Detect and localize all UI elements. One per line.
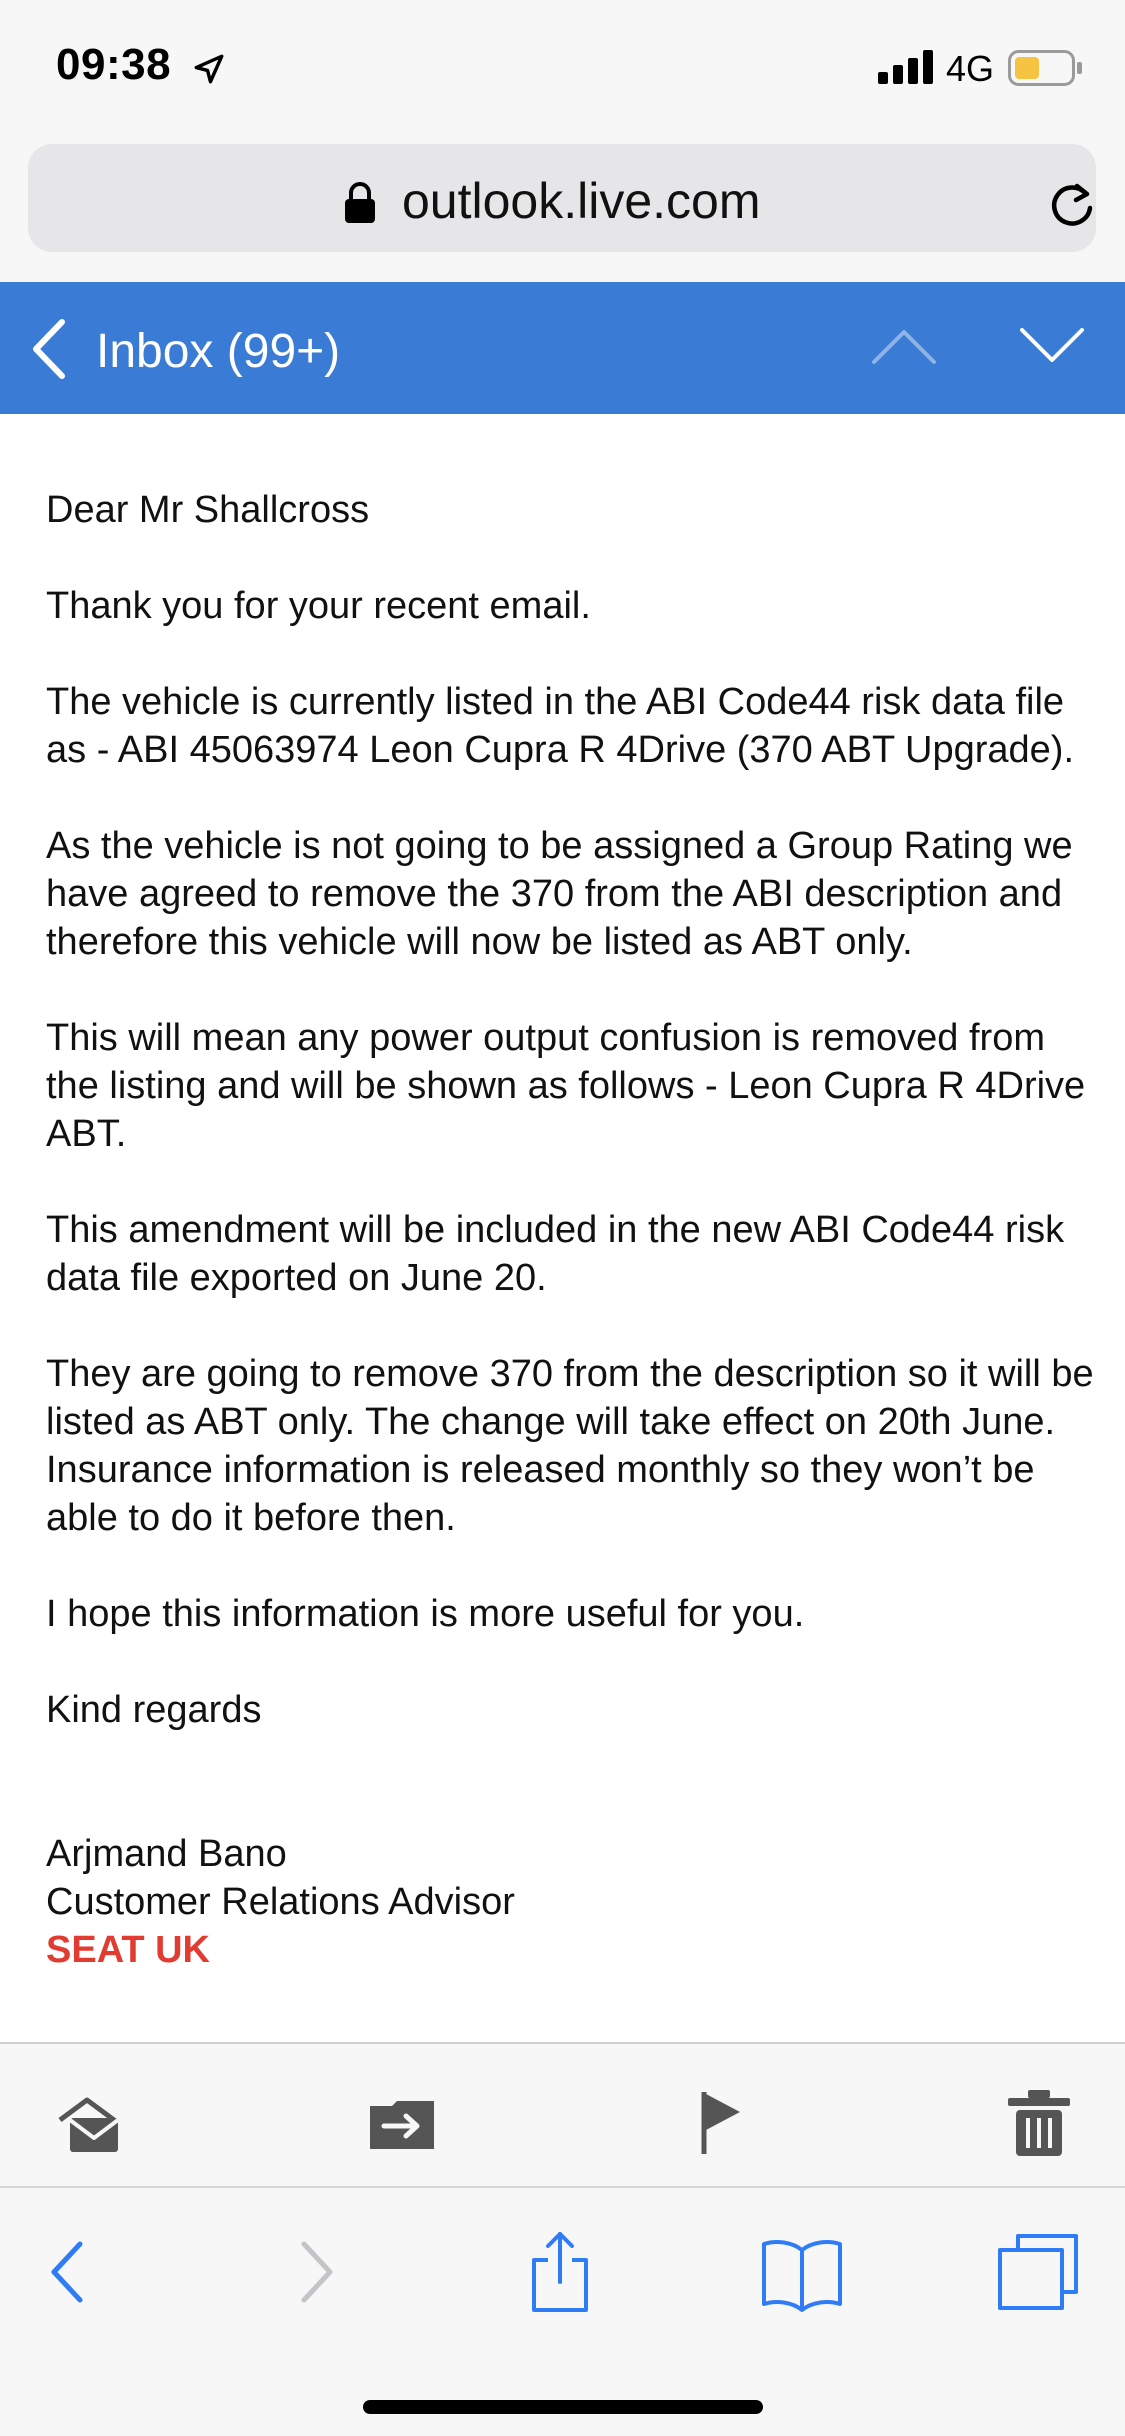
email-body [46, 486, 1096, 1974]
chevron-down-icon[interactable] [1020, 326, 1084, 366]
email-paragraph: As the vehicle is not going to be assigned a Group Rating we have agreed to remove the 370 from the ABI description and therefore this vehicle will now be listed as ABT only. [46, 825, 1073, 963]
reload-icon[interactable] [1046, 178, 1098, 230]
forward-arrow-icon[interactable] [296, 2232, 340, 2312]
email-greeting: Dear Mr Shallcross [46, 489, 370, 531]
move-folder-icon[interactable] [368, 2088, 438, 2158]
signal-icon [878, 50, 934, 84]
url-text: outlook.live.com [402, 173, 761, 229]
tabs-icon[interactable] [996, 2232, 1080, 2312]
trash-icon[interactable] [1004, 2088, 1074, 2158]
email-paragraph: This amendment will be included in the new ABI Code44 risk data file exported on June 20. [46, 1209, 1065, 1299]
back-arrow-icon[interactable] [44, 2232, 88, 2312]
email-paragraph: Thank you for your recent email. [46, 585, 591, 627]
email-paragraph: I hope this information is more useful for you. [46, 1593, 805, 1635]
status-time: 09:38 [56, 40, 172, 89]
signature-title: Customer Relations Advisor [46, 1881, 515, 1923]
chevron-left-icon[interactable] [28, 318, 68, 380]
mail-header [0, 282, 1125, 414]
flag-icon[interactable] [696, 2088, 766, 2158]
address-bar[interactable] [28, 144, 1096, 252]
mail-action-toolbar [0, 2042, 1125, 2186]
lock-icon [342, 180, 378, 224]
mark-read-icon[interactable] [52, 2088, 122, 2158]
signature-company: SEAT UK [46, 1929, 210, 1971]
bookmarks-icon[interactable] [760, 2232, 844, 2312]
signature-name: Arjmand Bano [46, 1833, 287, 1875]
email-sign-off: Kind regards [46, 1689, 262, 1731]
share-icon[interactable] [520, 2232, 600, 2312]
email-paragraph: This will mean any power output confusion is removed from the listing and will be shown as follows - Leon Cupra R 4Drive ABT. [46, 1017, 1086, 1155]
email-paragraph: The vehicle is currently listed in the ABI Code44 risk data file as - ABI 45063974 Leon Cupra R 4Drive (370 ABT Upgrade). [46, 681, 1075, 771]
email-paragraph: They are going to remove 370 from the description so it will be listed as ABT only. The change will take effect on 20th June. Insurance information is released monthly so they won’t be able to do it before then. [46, 1353, 1094, 1539]
network-type: 4G [946, 48, 995, 89]
location-arrow-icon [192, 52, 226, 86]
chevron-up-icon[interactable] [872, 326, 936, 366]
status-bar [0, 0, 1125, 140]
safari-toolbar [0, 2186, 1125, 2436]
battery-icon [1008, 50, 1084, 86]
browser-address-area [0, 140, 1125, 282]
home-indicator[interactable] [363, 2400, 763, 2414]
inbox-back-button[interactable]: Inbox (99+) [96, 325, 341, 378]
